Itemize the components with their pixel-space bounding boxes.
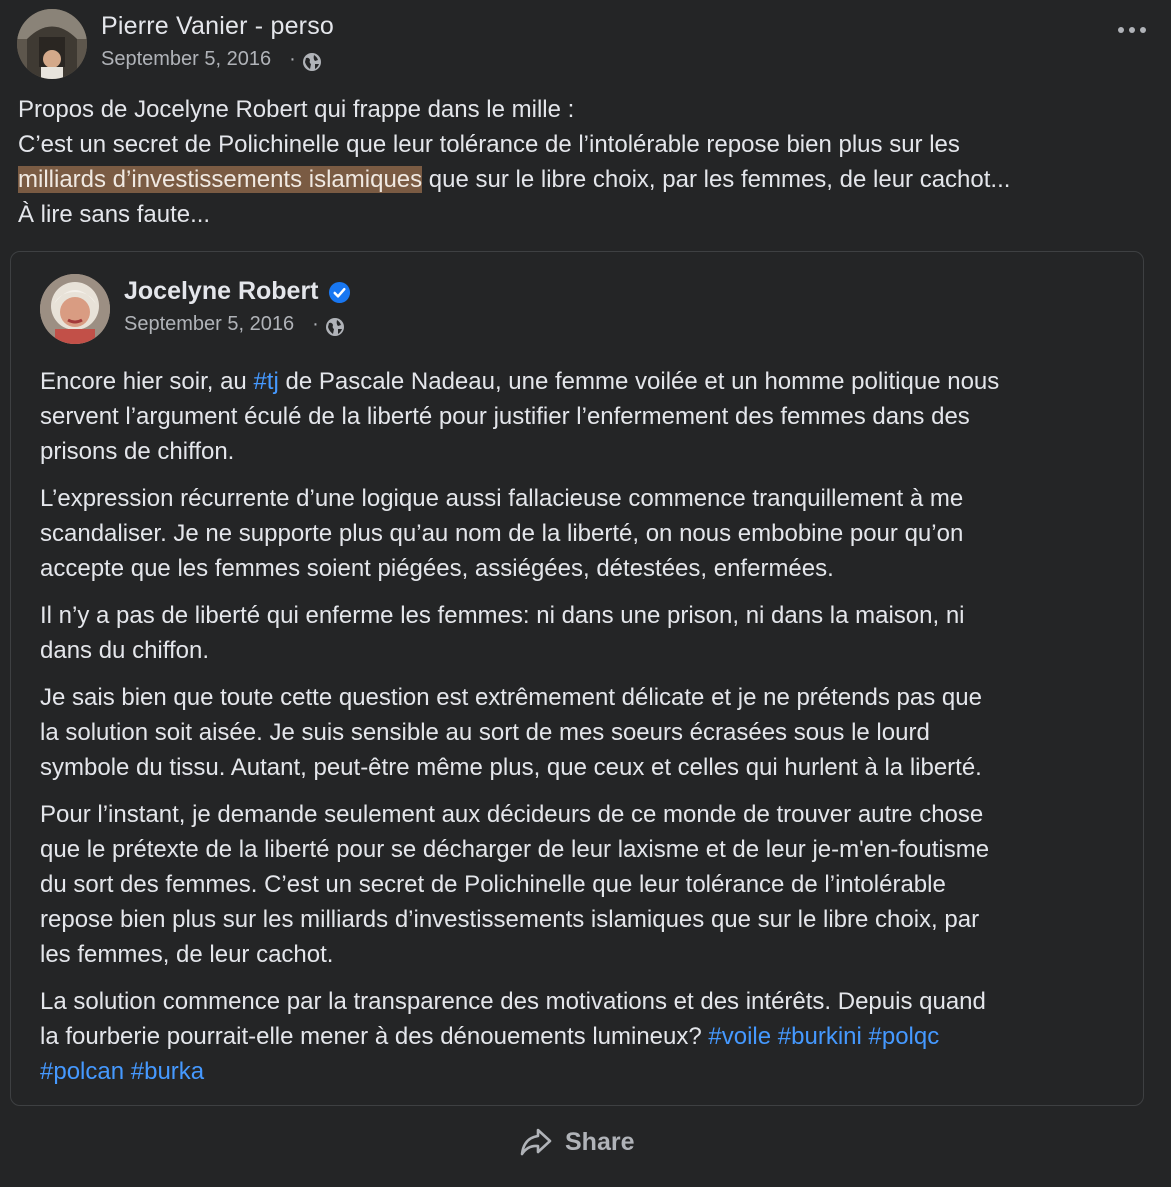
meta-separator: · xyxy=(289,48,296,70)
shared-post-header xyxy=(40,274,1040,344)
post-text-line: À lire sans faute... xyxy=(18,201,211,228)
shared-post-meta xyxy=(124,312,345,337)
hashtag-link[interactable]: #tj xyxy=(253,368,279,395)
text-line: les femmes, de leur cachot. xyxy=(40,941,334,968)
text-line xyxy=(40,364,1130,399)
post-header xyxy=(17,9,1157,79)
globe-icon xyxy=(302,52,322,72)
hashtag-link[interactable]: #voile xyxy=(708,1023,772,1050)
text-fragment: de Pascale Nadeau, une femme voilée et un homme politique nous xyxy=(278,368,1000,395)
post-meta xyxy=(101,47,322,72)
text-line: scandaliser. Je ne supporte plus qu’au nom de la liberté, on nous embobine pour qu’on xyxy=(40,520,964,547)
hashtag-link[interactable]: #polqc xyxy=(868,1023,940,1050)
share-button[interactable] xyxy=(519,1124,634,1160)
text-line: Il n’y a pas de liberté qui enferme les femmes: ni dans une prison, ni dans la maison, ni xyxy=(40,602,965,629)
text-line: symbole du tissu. Autant, peut-être même plus, que ceux et celles qui hurlent à la liberté. xyxy=(40,754,982,781)
share-label: Share xyxy=(565,1127,635,1156)
hashtag-link[interactable]: #polcan xyxy=(40,1058,125,1085)
post-message xyxy=(18,92,1158,232)
text-line: la solution soit aisée. Je suis sensible au sort de mes soeurs écrasées sous le lourd xyxy=(40,719,930,746)
share-arrow-icon xyxy=(519,1125,553,1159)
shared-post-body xyxy=(40,364,1130,1101)
paragraph xyxy=(40,364,1130,469)
text-line: Pour l’instant, je demande seulement aux décideurs de ce monde de trouver autre chose xyxy=(40,801,984,828)
text-fragment: Encore hier soir, au xyxy=(40,368,254,395)
text-line: dans du chiffon. xyxy=(40,637,210,664)
shared-author-name[interactable] xyxy=(124,277,351,306)
text-line: La solution commence par la transparence des motivations et des intérêts. Depuis quand xyxy=(40,988,986,1015)
highlighted-text: milliards d’investissements islamiques xyxy=(18,166,423,193)
paragraph xyxy=(40,984,1130,1089)
more-options-button[interactable] xyxy=(1115,20,1149,40)
shared-author-name-text: Jocelyne Robert xyxy=(124,277,319,305)
post-text-fragment: que sur le libre choix, par les femmes, de leur cachot... xyxy=(422,166,1011,193)
text-line: que le prétexte de la liberté pour se décharger de leur laxisme et de leur je-m'en-foutisme xyxy=(40,836,990,863)
globe-icon xyxy=(325,317,345,337)
text-line xyxy=(40,1019,1130,1054)
hashtag-link[interactable]: #burka xyxy=(130,1058,205,1085)
text-line: L’expression récurrente d’une logique aussi fallacieuse commence tranquillement à me xyxy=(40,485,964,512)
text-line: accepte que les femmes soient piégées, assiégées, détestées, enfermées. xyxy=(40,555,834,582)
text-line: servent l’argument éculé de la liberté pour justifier l’enfermement des femmes dans des xyxy=(40,403,970,430)
paragraph xyxy=(40,481,1130,586)
text-line: repose bien plus sur les milliards d’investissements islamiques que sur le libre choix, par xyxy=(40,906,980,933)
paragraph xyxy=(40,680,1130,785)
shared-author-avatar[interactable] xyxy=(40,274,110,344)
text-line: du sort des femmes. C’est un secret de Polichinelle que leur tolérance de l’intolérable xyxy=(40,871,946,898)
post-date[interactable]: September 5, 2016 xyxy=(101,48,272,70)
more-horizontal-icon xyxy=(1117,26,1147,34)
verified-badge-icon xyxy=(328,281,351,304)
post-text-line: Propos de Jocelyne Robert qui frappe dans le mille : xyxy=(18,96,575,123)
paragraph xyxy=(40,598,1130,668)
text-line: Je sais bien que toute cette question est extrêmement délicate et je ne prétends pas que xyxy=(40,684,982,711)
hashtag-link[interactable]: #burkini xyxy=(777,1023,862,1050)
meta-separator: · xyxy=(312,313,319,335)
text-line: prisons de chiffon. xyxy=(40,438,235,465)
shared-post-date[interactable]: September 5, 2016 xyxy=(124,313,295,335)
author-name[interactable]: Pierre Vanier - perso xyxy=(101,12,334,40)
post-text-line: C’est un secret de Polichinelle que leur tolérance de l’intolérable repose bien plus sur les xyxy=(18,131,960,158)
shared-post-card[interactable] xyxy=(10,251,1144,1106)
paragraph xyxy=(40,797,1130,972)
text-line xyxy=(40,1054,1130,1089)
author-avatar[interactable] xyxy=(17,9,87,79)
post-text-line xyxy=(18,162,1158,197)
text-fragment: la fourberie pourrait-elle mener à des dénouements lumineux? xyxy=(40,1023,709,1050)
